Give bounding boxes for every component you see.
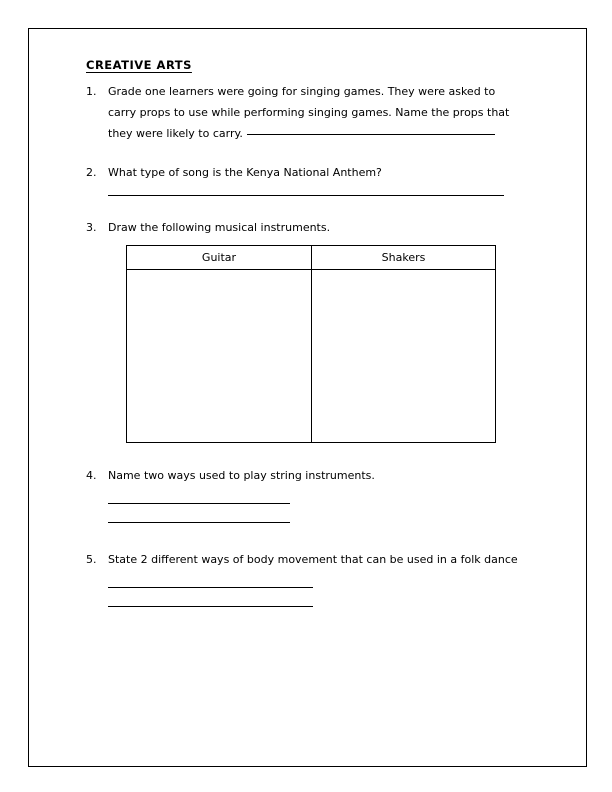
answer-lines-2 xyxy=(86,195,526,196)
question-item-4 xyxy=(86,465,526,486)
table-row xyxy=(127,270,496,443)
answer-rule-5b[interactable] xyxy=(108,606,313,607)
worksheet-content xyxy=(86,58,526,607)
question-text-5: State 2 different ways of body movement that can be used in a folk dance xyxy=(108,553,518,566)
table-header-shakers: Shakers xyxy=(312,246,496,270)
question-number-2: 2. xyxy=(86,166,97,179)
draw-table xyxy=(126,245,496,443)
question-text-4: Name two ways used to play string instruments. xyxy=(108,469,375,482)
answer-rule-5a[interactable] xyxy=(108,587,313,588)
answer-rule-2a[interactable] xyxy=(108,195,504,196)
question-text-2: What type of song is the Kenya National Anthem? xyxy=(108,166,382,179)
question-item-5 xyxy=(86,549,526,570)
question-text-3: Draw the following musical instruments. xyxy=(108,221,331,234)
drawing-cell-shakers[interactable] xyxy=(312,270,496,443)
question-number-5: 5. xyxy=(86,553,97,566)
draw-table-container xyxy=(86,245,526,443)
question-item-3 xyxy=(86,217,526,238)
answer-lines-4 xyxy=(86,503,526,523)
table-header-row xyxy=(127,246,496,270)
table-header-guitar: Guitar xyxy=(127,246,312,270)
question-number-4: 4. xyxy=(86,469,97,482)
answer-lines-5 xyxy=(86,587,526,607)
question-text-1-body: Grade one learners were going for singing games. They were asked to carry props to use while performing singing games. Name the props that they were likely to carry. xyxy=(108,85,513,140)
question-item-2 xyxy=(86,162,526,183)
question-text-1 xyxy=(108,81,526,144)
answer-rule-1a[interactable] xyxy=(247,134,495,135)
drawing-cell-guitar[interactable] xyxy=(127,270,312,443)
answer-rule-4a[interactable] xyxy=(108,503,290,504)
answer-rule-4b[interactable] xyxy=(108,522,290,523)
question-item-1 xyxy=(86,81,526,144)
question-number-3: 3. xyxy=(86,221,97,234)
question-number-1: 1. xyxy=(86,85,97,98)
page-title: CREATIVE ARTS xyxy=(86,58,192,72)
